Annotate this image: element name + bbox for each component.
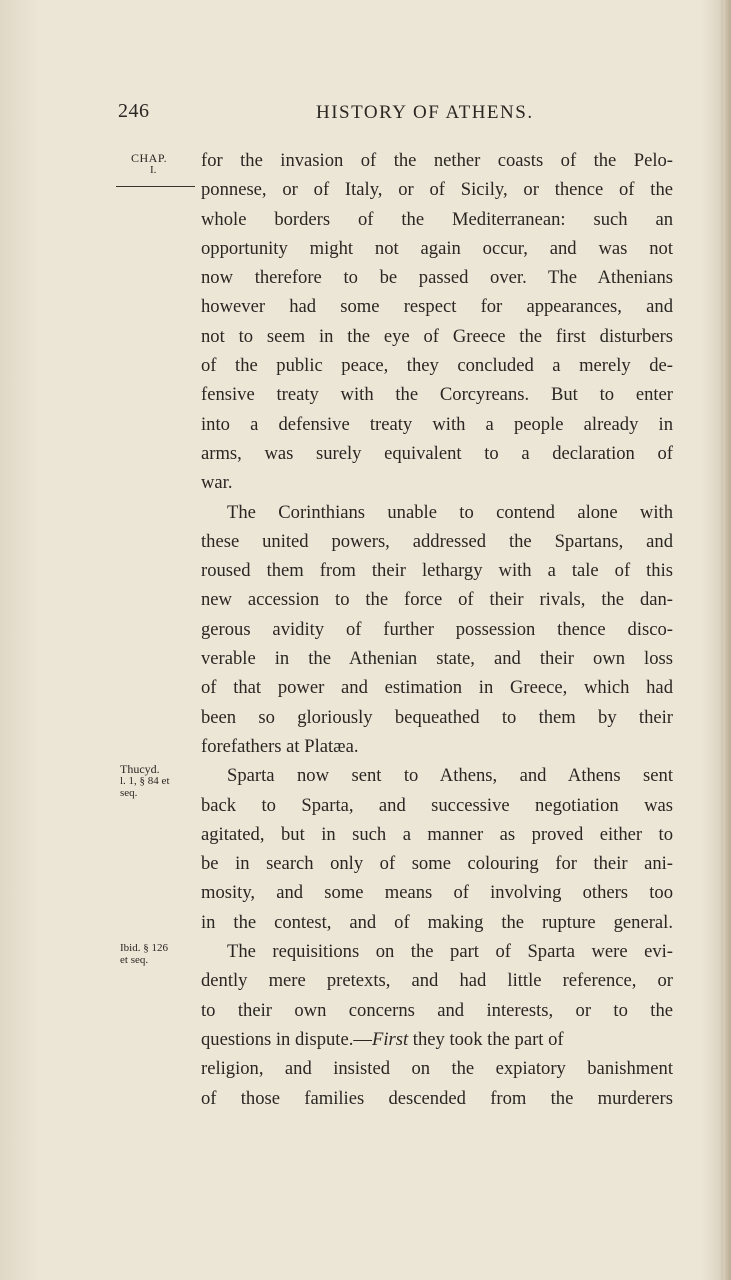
chapter-rule bbox=[116, 186, 195, 187]
text-line: back to Sparta, and successive negotiation was bbox=[201, 794, 673, 816]
text-line: new accession to the force of their rivals, the dan- bbox=[201, 589, 673, 611]
text-line: dently mere pretexts, and had little reference, or bbox=[201, 970, 673, 992]
text-line: war. bbox=[201, 472, 233, 494]
margin-note-line: et seq. bbox=[120, 954, 149, 966]
text-line: these united powers, addressed the Spartans, and bbox=[201, 530, 673, 552]
text-line: to their own concerns and interests, or to the bbox=[201, 999, 673, 1021]
text-line: agitated, but in such a manner as proved either to bbox=[201, 823, 673, 845]
text-line: whole borders of the Mediterranean: such an bbox=[201, 208, 673, 230]
text-line: be in search only of some colouring for their ani- bbox=[201, 853, 673, 875]
text-line: for the invasion of the nether coasts of the Pelo- bbox=[201, 150, 673, 171]
text-line: gerous avidity of further possession thence disco- bbox=[201, 618, 673, 640]
page-number: 246 bbox=[118, 100, 150, 122]
text-line: The Corinthians unable to contend alone with bbox=[227, 501, 673, 523]
text-segment: questions in dispute.— bbox=[201, 1028, 372, 1050]
text-line: not to seem in the eye of Greece the first disturbers bbox=[201, 325, 673, 347]
margin-note-thucyd bbox=[120, 763, 200, 799]
text-line: forefathers at Platæa. bbox=[201, 735, 359, 757]
margin-note-line: Ibid. § 126 bbox=[120, 942, 168, 954]
text-segment: they took the part of bbox=[408, 1028, 564, 1050]
text-line: Sparta now sent to Athens, and Athens sent bbox=[227, 765, 673, 787]
text-line: arms, was surely equivalent to a declaration of bbox=[201, 442, 673, 464]
text-line: mosity, and some means of involving others too bbox=[201, 882, 673, 904]
text-line: ponnese, or of Italy, or of Sicily, or thence of the bbox=[201, 179, 673, 201]
text-line bbox=[201, 1025, 673, 1054]
margin-note-line: Thucyd. bbox=[120, 762, 160, 776]
text-line: now therefore to be passed over. The Athenians bbox=[201, 267, 673, 289]
text-line: of that power and estimation in Greece, which had bbox=[201, 677, 673, 699]
chapter-label: CHAP. bbox=[131, 151, 168, 165]
emphasis-first: First bbox=[371, 1028, 409, 1050]
text-line: of those families descended from the murderers bbox=[201, 1087, 673, 1109]
text-line: of the public peace, they concluded a merely de- bbox=[201, 355, 673, 377]
text-line: roused them from their lethargy with a tale of this bbox=[201, 560, 673, 582]
text-line: fensive treaty with the Corcyreans. But to enter bbox=[201, 384, 673, 406]
margin-note-ibid bbox=[120, 942, 200, 966]
text-line: opportunity might not again occur, and was not bbox=[201, 237, 673, 259]
page-header bbox=[118, 100, 568, 130]
text-line: into a defensive treaty with a people already in bbox=[201, 413, 673, 435]
margin-note-line: l. 1, § 84 et bbox=[120, 775, 170, 787]
running-title: HISTORY OF ATHENS. bbox=[316, 102, 534, 123]
chapter-number: I. bbox=[150, 164, 157, 176]
text-line: in the contest, and of making the rupture general. bbox=[201, 911, 673, 933]
margin-note-line: seq. bbox=[120, 787, 138, 799]
text-line: been so gloriously bequeathed to them by their bbox=[201, 706, 673, 728]
text-line: The requisitions on the part of Sparta were evi- bbox=[227, 941, 673, 963]
text-line: verable in the Athenian state, and their own loss bbox=[201, 648, 673, 670]
text-line: however had some respect for appearances, and bbox=[201, 296, 673, 318]
text-line: religion, and insisted on the expiatory banishment bbox=[201, 1058, 673, 1080]
page-edge bbox=[723, 0, 731, 1280]
body-text bbox=[201, 146, 673, 1113]
